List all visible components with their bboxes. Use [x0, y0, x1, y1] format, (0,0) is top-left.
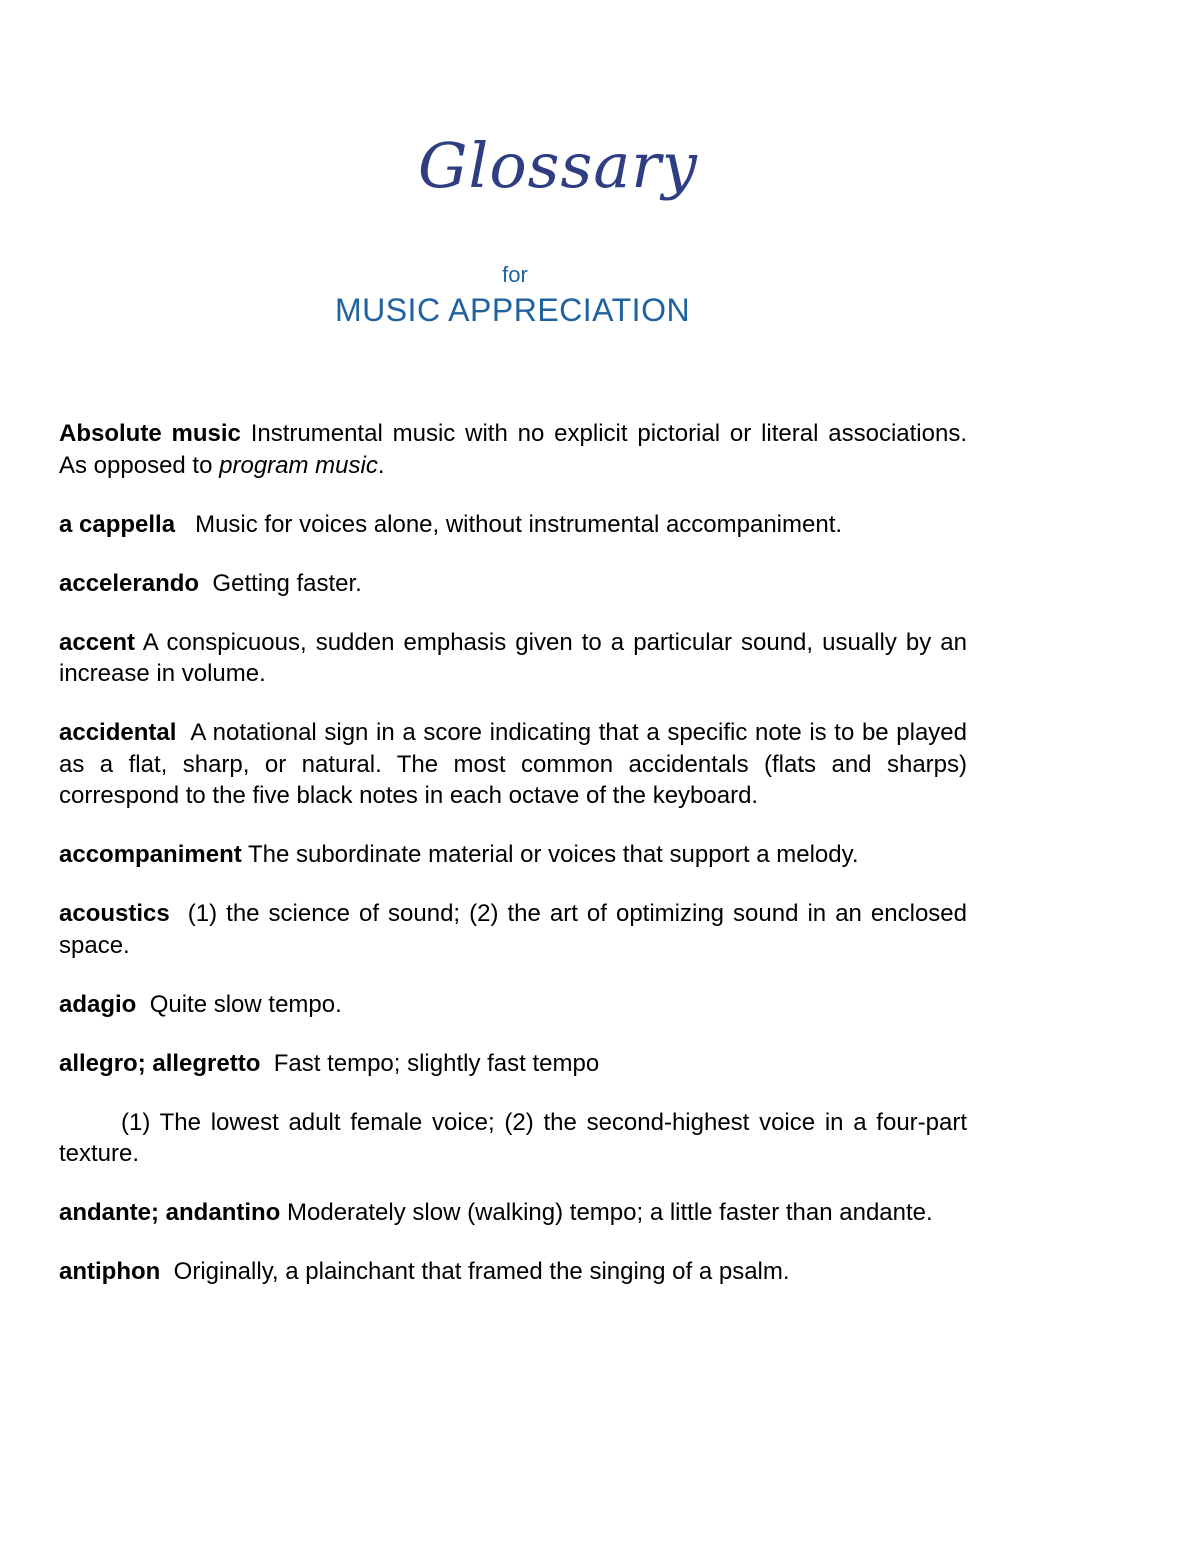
glossary-entry-accelerando	[59, 568, 967, 600]
glossary-list	[59, 418, 967, 1315]
glossary-definition: A notational sign in a score indicating that a specific note is to be played as a flat, sharp, or natural. The most common accidentals (flats and sharps) correspond to the five black notes in each octave of the keyboard.	[59, 719, 967, 809]
glossary-entry-accent	[59, 627, 967, 690]
glossary-entry-allegro	[59, 1048, 967, 1080]
glossary-term: a cappella	[59, 510, 176, 538]
glossary-term: accent	[59, 628, 136, 656]
glossary-definition: Moderately slow (walking) tempo; a little faster than andante.	[287, 1199, 933, 1226]
glossary-entry-antiphon	[59, 1256, 967, 1288]
glossary-definition: Quite slow tempo.	[149, 990, 342, 1018]
glossary-term: acoustics	[59, 900, 170, 927]
glossary-definition: A conspicuous, sudden emphasis given to a particular sound, usually by an increase in volume.	[59, 628, 968, 687]
glossary-script-title: Glossary	[418, 129, 698, 202]
glossary-entry-accidental	[59, 717, 967, 812]
glossary-definition-italic: program music	[219, 451, 378, 479]
glossary-entry-absolute-music	[59, 418, 967, 481]
glossary-entry-adagio	[59, 989, 967, 1021]
glossary-term: adagio	[59, 990, 137, 1018]
glossary-term: allegro; allegretto	[59, 1049, 261, 1077]
glossary-definition-end: .	[377, 451, 385, 479]
glossary-entry-accompaniment	[59, 839, 967, 871]
glossary-definition: (1) the science of sound; (2) the art of optimizing sound in an enclosed space.	[59, 900, 967, 959]
page-title: MUSIC APPRECIATION	[334, 292, 691, 328]
glossary-term: accidental	[59, 719, 177, 746]
glossary-definition: Fast tempo; slightly fast tempo	[273, 1049, 600, 1077]
glossary-definition: Originally, a plainchant that framed the singing of a psalm.	[173, 1258, 790, 1285]
glossary-term: andante; andantino	[59, 1199, 281, 1226]
glossary-definition: (1) The lowest adult female voice; (2) the second-highest voice in a four-part texture.	[59, 1108, 967, 1167]
glossary-definition: The subordinate material or voices that support a melody.	[247, 841, 859, 868]
glossary-term: accelerando	[59, 569, 200, 597]
glossary-entry-alto	[59, 1107, 967, 1170]
glossary-term: antiphon	[59, 1258, 161, 1285]
title-for: for	[502, 262, 528, 287]
glossary-definition: Getting faster.	[212, 569, 362, 597]
glossary-definition: Instrumental music with no explicit pictorial or literal associations. As opposed to	[59, 420, 968, 479]
glossary-term: accompaniment	[59, 841, 242, 868]
glossary-entry-a-cappella	[59, 509, 967, 541]
glossary-definition: Music for voices alone, without instrumental accompaniment.	[195, 510, 843, 538]
glossary-term: Absolute music	[59, 420, 241, 447]
glossary-entry-andante	[59, 1197, 967, 1229]
glossary-entry-acoustics	[59, 898, 967, 961]
